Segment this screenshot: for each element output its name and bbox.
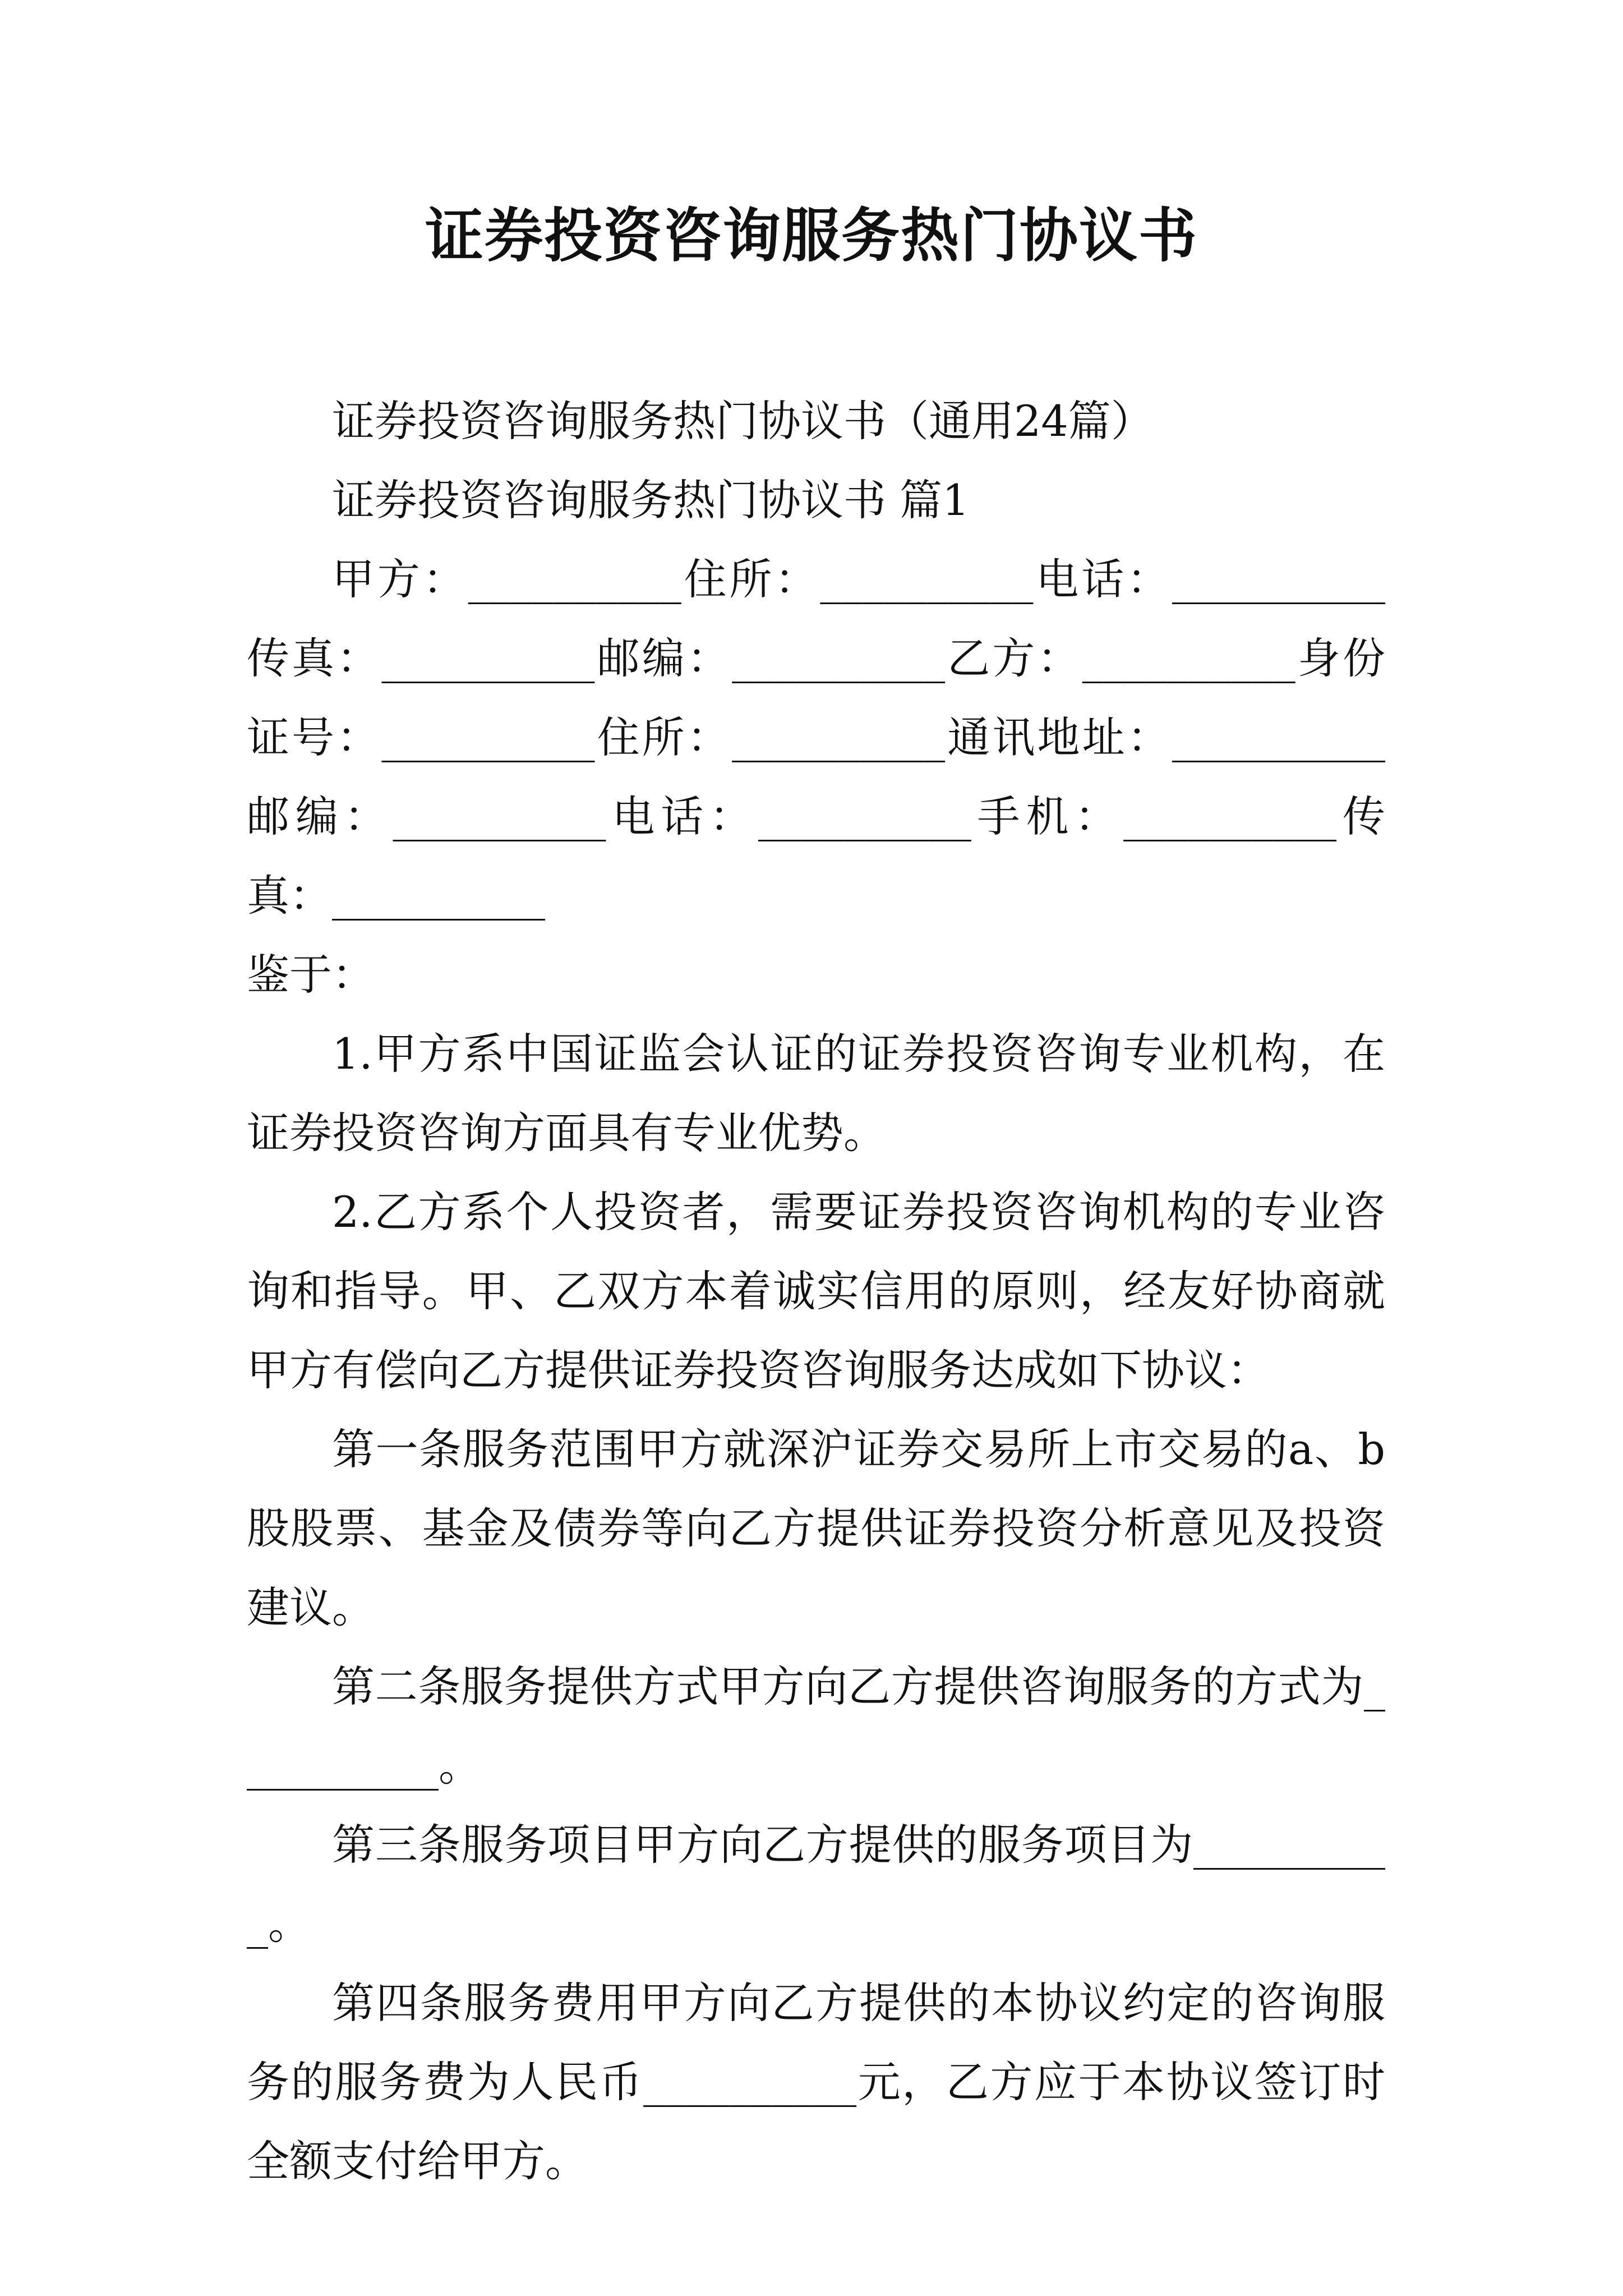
whereas-paragraph: 鉴于： — [247, 950, 375, 1000]
recital-1-paragraph: 1.甲方系中国证监会认证的证券投资咨询专业机构，在证券投资咨询方面具有专业优势。 — [247, 1029, 1385, 1158]
article-1-paragraph: 第一条服务范围甲方就深沪证券交易所上市交易的a、b股股票、基金及债券等向乙方提供证券投资分析意见及投资建议。 — [247, 1424, 1385, 1632]
parties-info-paragraph: 甲方：__________住所：__________电话：__________传真：__________邮编：__________乙方：__________身份证号：__________住所：__________通讯地址：__________邮编：__________电话：__________手机：__________传真：__________ — [247, 554, 1385, 921]
section-heading-paragraph: 证券投资咨询服务热门协议书 篇1 — [332, 475, 970, 525]
article-4-paragraph: 第四条服务费用甲方向乙方提供的本协议约定的咨询服务的服务费为人民币__________元，乙方应于本协议签订时全额支付给甲方。 — [247, 1978, 1385, 2186]
document-title: 证券投资咨询服务热门协议书 — [425, 201, 1198, 270]
subtitle-paragraph: 证券投资咨询服务热门协议书（通用24篇） — [332, 396, 1154, 446]
article-3-paragraph: 第三条服务项目甲方向乙方提供的服务项目为__________。 — [247, 1820, 1385, 1949]
recital-2-paragraph: 2.乙方系个人投资者，需要证券投资咨询机构的专业咨询和指导。甲、乙双方本着诚实信用的原则，经友好协商就甲方有偿向乙方提供证券投资咨询服务达成如下协议： — [247, 1187, 1385, 1395]
article-2-paragraph: 第二条服务提供方式甲方向乙方提供咨询服务的方式为__________。 — [247, 1662, 1385, 1791]
document-body — [247, 381, 1385, 2201]
